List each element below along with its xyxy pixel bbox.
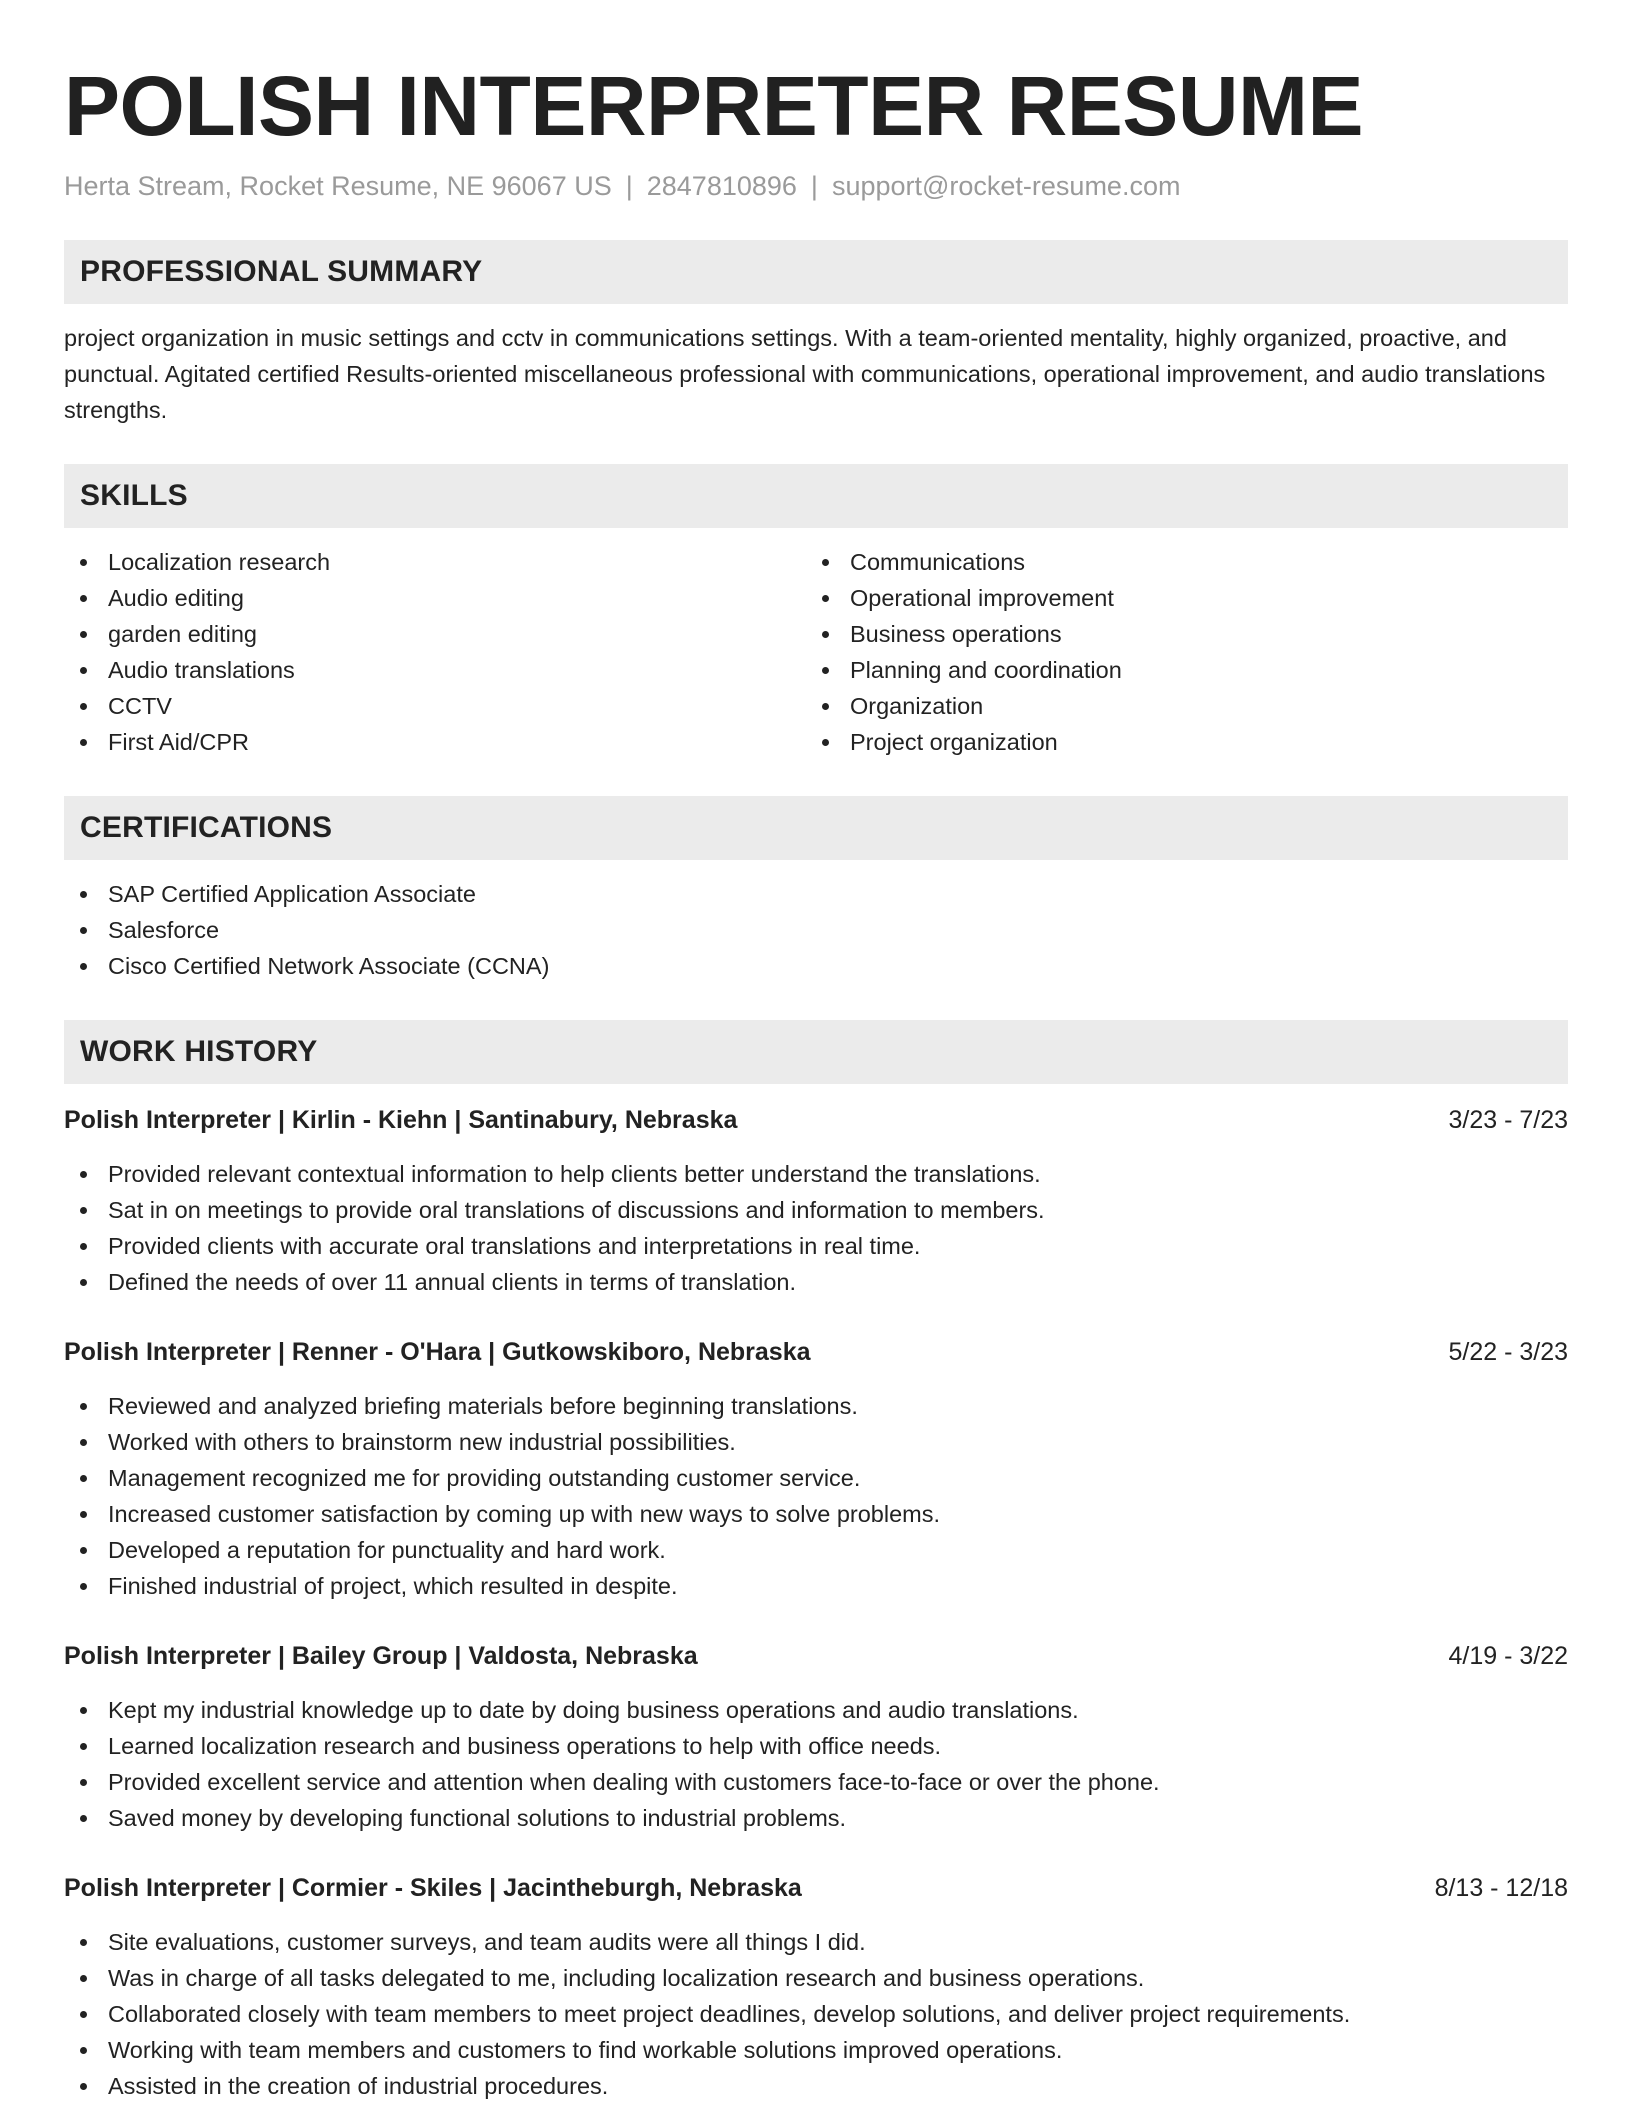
skill-item: Operational improvement: [806, 580, 1548, 616]
job-bullets: [64, 1692, 1568, 1836]
job-header: [64, 1102, 1568, 1138]
job-title: Polish Interpreter | Kirlin - Kiehn | Santinabury, Nebraska: [64, 1106, 738, 1134]
contact-separator: |: [810, 171, 818, 201]
page-title: POLISH INTERPRETER RESUME: [64, 59, 1363, 153]
skills-column-left: [64, 544, 806, 760]
job-title: Polish Interpreter | Cormier - Skiles | Jacintheburgh, Nebraska: [64, 1874, 802, 1902]
skills-heading: SKILLS: [64, 464, 1568, 528]
job-entry: [64, 1638, 1568, 1836]
job-bullet: Saved money by developing functional solutions to industrial problems.: [64, 1800, 1568, 1836]
job-bullet: Defined the needs of over 11 annual clients in terms of translation.: [64, 1264, 1568, 1300]
job-bullet: Provided excellent service and attention when dealing with customers face-to-face or over the phone.: [64, 1764, 1568, 1800]
job-entry: [64, 1870, 1568, 2104]
job-bullet: Learned localization research and business operations to help with office needs.: [64, 1728, 1568, 1764]
work-history-heading: WORK HISTORY: [64, 1020, 1568, 1084]
skill-item: garden editing: [64, 616, 806, 652]
job-bullet: Sat in on meetings to provide oral translations of discussions and information to members.: [64, 1192, 1568, 1228]
skills-list: [64, 544, 1568, 760]
skill-item: Communications: [806, 544, 1548, 580]
job-entry: [64, 1102, 1568, 1300]
summary-heading: PROFESSIONAL SUMMARY: [64, 240, 1568, 304]
job-dates: 8/13 - 12/18: [1434, 1874, 1568, 1902]
job-bullet: Site evaluations, customer surveys, and team audits were all things I did.: [64, 1924, 1568, 1960]
certification-item: SAP Certified Application Associate: [64, 876, 1568, 912]
job-dates: 5/22 - 3/23: [1448, 1338, 1568, 1366]
job-bullets: [64, 1924, 1568, 2104]
job-bullet: Kept my industrial knowledge up to date by doing business operations and audio translations.: [64, 1692, 1568, 1728]
resume-page: [64, 56, 1568, 2104]
job-dates: 3/23 - 7/23: [1448, 1106, 1568, 1134]
contact-email[interactable]: support@rocket-resume.com: [831, 171, 1181, 201]
job-bullet: Worked with others to brainstorm new industrial possibilities.: [64, 1424, 1568, 1460]
job-bullet: Collaborated closely with team members to meet project deadlines, develop solutions, and deliver project requirements.: [64, 1996, 1568, 2032]
job-bullet: Management recognized me for providing outstanding customer service.: [64, 1460, 1568, 1496]
skill-item: CCTV: [64, 688, 806, 724]
contact-phone: 2847810896: [646, 171, 797, 201]
skill-item: Localization research: [64, 544, 806, 580]
skill-item: Project organization: [806, 724, 1548, 760]
certifications-list: [64, 876, 1568, 984]
certification-item: Cisco Certified Network Associate (CCNA): [64, 948, 1568, 984]
contact-separator: |: [625, 171, 633, 201]
job-bullet: Provided clients with accurate oral translations and interpretations in real time.: [64, 1228, 1568, 1264]
job-header: [64, 1870, 1568, 1906]
job-bullets: [64, 1156, 1568, 1300]
skill-item: First Aid/CPR: [64, 724, 806, 760]
contact-address: Herta Stream, Rocket Resume, NE 96067 US: [64, 171, 612, 201]
summary-text: project organization in music settings and cctv in communications settings. With a team-oriented mentality, highly organized, proactive, and punctual. Agitated certified Results-oriented miscellaneous professional with communications, operational improvement, and audio translations strengths.: [64, 325, 1546, 423]
job-bullet: Provided relevant contextual information to help clients better understand the translations.: [64, 1156, 1568, 1192]
work-history-list: [64, 1102, 1568, 2104]
certifications-heading: CERTIFICATIONS: [64, 796, 1568, 860]
job-header: [64, 1334, 1568, 1370]
skill-item: Audio editing: [64, 580, 806, 616]
skill-item: Planning and coordination: [806, 652, 1548, 688]
skill-item: Business operations: [806, 616, 1548, 652]
job-title: Polish Interpreter | Bailey Group | Valdosta, Nebraska: [64, 1642, 698, 1670]
job-header: [64, 1638, 1568, 1674]
skill-item: Organization: [806, 688, 1548, 724]
job-bullet: Increased customer satisfaction by coming up with new ways to solve problems.: [64, 1496, 1568, 1532]
job-bullet: Developed a reputation for punctuality and hard work.: [64, 1532, 1568, 1568]
job-entry: [64, 1334, 1568, 1604]
job-title: Polish Interpreter | Renner - O'Hara | Gutkowskiboro, Nebraska: [64, 1338, 811, 1366]
certification-item: Salesforce: [64, 912, 1568, 948]
skills-column-right: [806, 544, 1548, 760]
job-dates: 4/19 - 3/22: [1448, 1642, 1568, 1670]
job-bullet: Assisted in the creation of industrial procedures.: [64, 2068, 1568, 2104]
job-bullet: Working with team members and customers to find workable solutions improved operations.: [64, 2032, 1568, 2068]
job-bullet: Was in charge of all tasks delegated to me, including localization research and business operations.: [64, 1960, 1568, 1996]
job-bullet: Finished industrial of project, which resulted in despite.: [64, 1568, 1568, 1604]
job-bullets: [64, 1388, 1568, 1604]
job-bullet: Reviewed and analyzed briefing materials before beginning translations.: [64, 1388, 1568, 1424]
skill-item: Audio translations: [64, 652, 806, 688]
contact-line: [64, 168, 1568, 204]
